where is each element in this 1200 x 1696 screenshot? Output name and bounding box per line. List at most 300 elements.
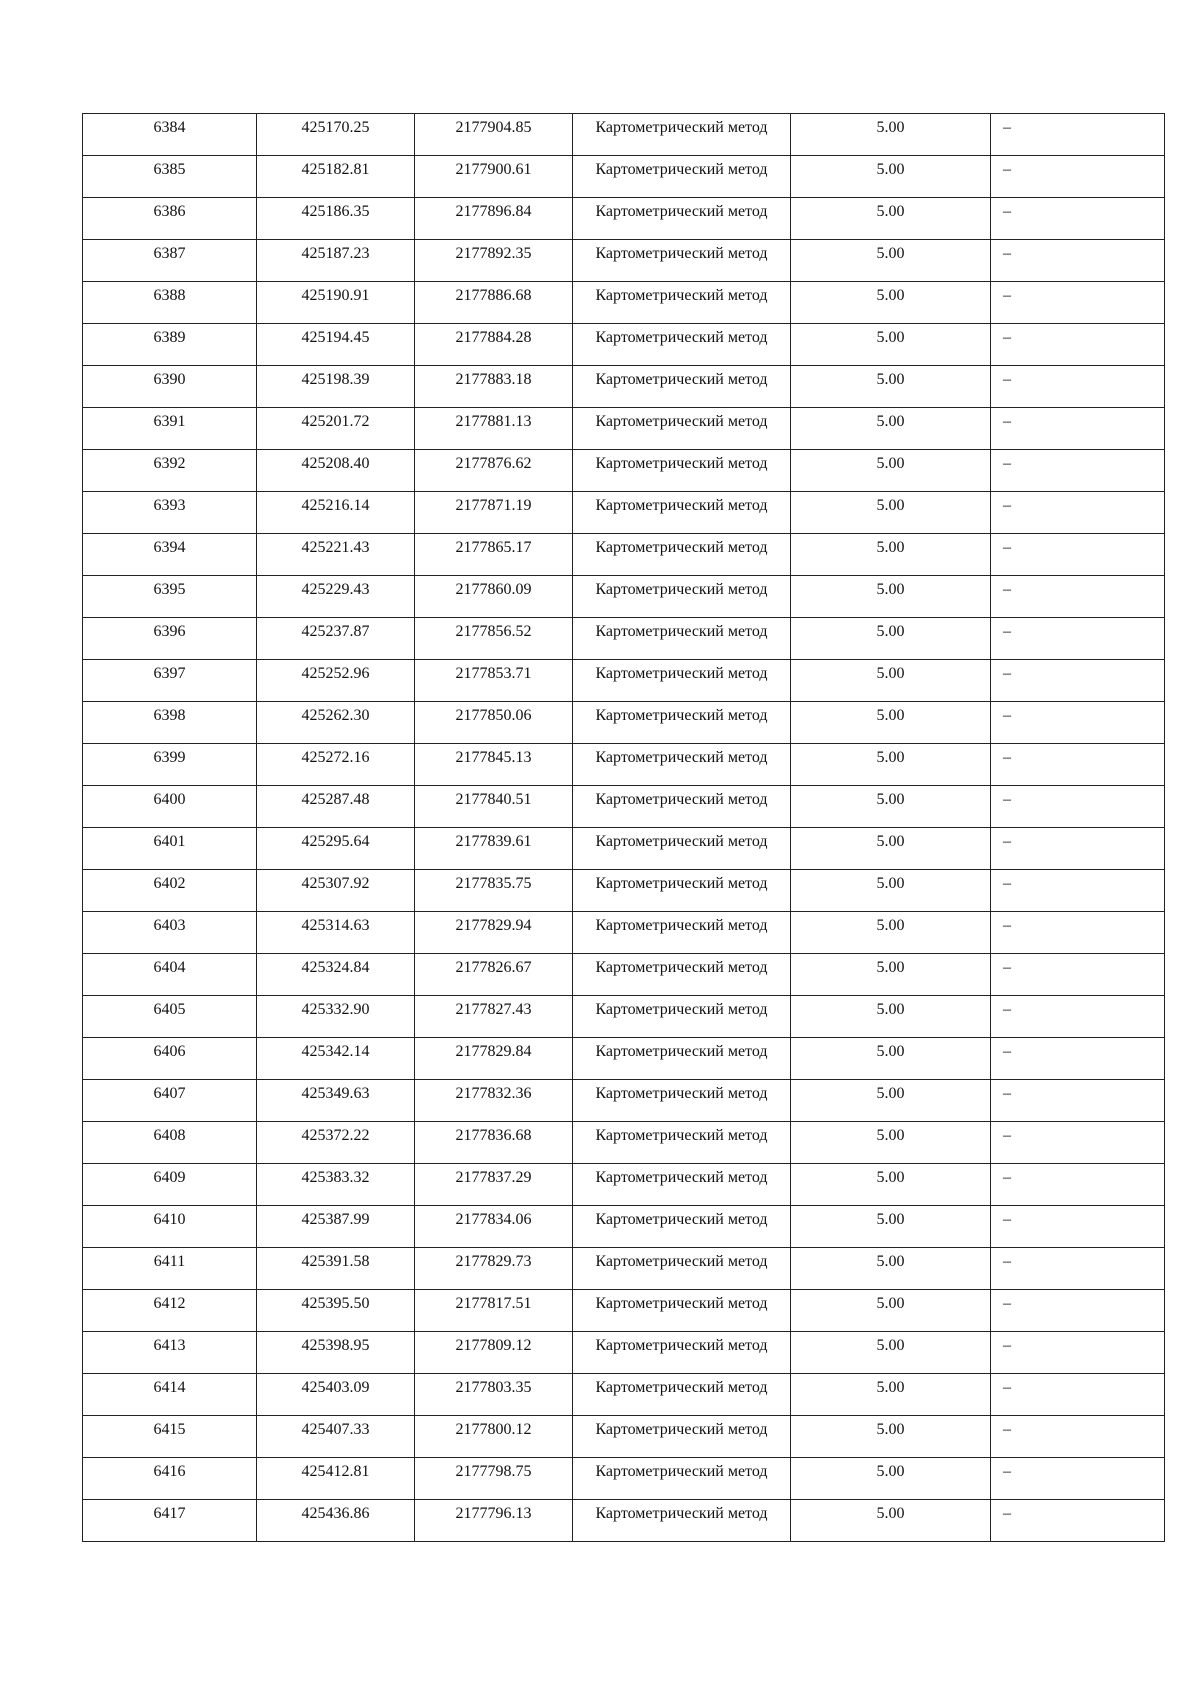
table-row [83, 1416, 1165, 1458]
y-coordinate-cell [415, 828, 573, 870]
note-cell-text: – [1003, 329, 1011, 346]
point-number-cell-text: 6409 [153, 1169, 186, 1186]
point-number-cell [83, 870, 257, 912]
point-number-cell-text: 6408 [153, 1127, 186, 1144]
point-number-cell [83, 1374, 257, 1416]
note-cell-text: – [1003, 1505, 1011, 1522]
precision-cell-text: 5.00 [876, 413, 905, 430]
x-coordinate-cell [257, 1122, 415, 1164]
y-coordinate-cell-text: 2177850.06 [455, 707, 532, 724]
precision-cell [791, 996, 991, 1038]
x-coordinate-cell [257, 1248, 415, 1290]
precision-cell-text: 5.00 [876, 329, 905, 346]
method-cell-text: Картометрический метод [595, 1505, 768, 1522]
point-number-cell-text: 6407 [153, 1085, 186, 1102]
x-coordinate-cell [257, 702, 415, 744]
point-number-cell-text: 6410 [153, 1211, 186, 1228]
point-number-cell-text: 6393 [153, 497, 186, 514]
x-coordinate-cell-text: 425272.16 [301, 749, 370, 766]
point-number-cell [83, 702, 257, 744]
x-coordinate-cell-text: 425383.32 [301, 1169, 370, 1186]
point-number-cell [83, 912, 257, 954]
note-cell-text: – [1003, 1043, 1011, 1060]
method-cell-text: Картометрический метод [595, 539, 768, 556]
note-cell-text: – [1003, 1169, 1011, 1186]
x-coordinate-cell-text: 425314.63 [301, 917, 370, 934]
note-cell-text: – [1003, 1127, 1011, 1144]
point-number-cell [83, 1500, 257, 1542]
table-row [83, 156, 1165, 198]
x-coordinate-cell [257, 744, 415, 786]
note-cell [991, 702, 1165, 744]
table-row [83, 1206, 1165, 1248]
method-cell-text: Картометрический метод [595, 1253, 768, 1270]
note-cell [991, 1164, 1165, 1206]
method-cell-text: Картометрический метод [595, 1085, 768, 1102]
method-cell-text: Картометрический метод [595, 749, 768, 766]
point-number-cell [83, 576, 257, 618]
method-cell-text: Картометрический метод [595, 497, 768, 514]
precision-cell-text: 5.00 [876, 203, 905, 220]
x-coordinate-cell-text: 425332.90 [301, 1001, 370, 1018]
note-cell [991, 1332, 1165, 1374]
precision-cell-text: 5.00 [876, 1421, 905, 1438]
table-row [83, 1458, 1165, 1500]
precision-cell [791, 1248, 991, 1290]
y-coordinate-cell [415, 618, 573, 660]
method-cell [573, 114, 791, 156]
y-coordinate-cell [415, 198, 573, 240]
y-coordinate-cell [415, 1500, 573, 1542]
precision-cell [791, 492, 991, 534]
note-cell [991, 114, 1165, 156]
y-coordinate-cell-text: 2177845.13 [455, 749, 532, 766]
coordinates-table [82, 113, 1165, 1542]
point-number-cell [83, 1458, 257, 1500]
y-coordinate-cell-text: 2177835.75 [455, 875, 532, 892]
note-cell [991, 954, 1165, 996]
table-row [83, 576, 1165, 618]
precision-cell-text: 5.00 [876, 539, 905, 556]
x-coordinate-cell [257, 660, 415, 702]
method-cell [573, 1500, 791, 1542]
table-row [83, 408, 1165, 450]
table-row [83, 702, 1165, 744]
point-number-cell [83, 156, 257, 198]
method-cell-text: Картометрический метод [595, 1295, 768, 1312]
x-coordinate-cell [257, 1416, 415, 1458]
point-number-cell [83, 828, 257, 870]
y-coordinate-cell-text: 2177904.85 [455, 119, 532, 136]
method-cell-text: Картометрический метод [595, 1421, 768, 1438]
precision-cell [791, 1122, 991, 1164]
y-coordinate-cell [415, 660, 573, 702]
x-coordinate-cell-text: 425403.09 [301, 1379, 370, 1396]
method-cell-text: Картометрический метод [595, 833, 768, 850]
x-coordinate-cell-text: 425201.72 [301, 413, 370, 430]
point-number-cell-text: 6400 [153, 791, 186, 808]
note-cell [991, 408, 1165, 450]
x-coordinate-cell-text: 425372.22 [301, 1127, 370, 1144]
method-cell-text: Картометрический метод [595, 1001, 768, 1018]
x-coordinate-cell-text: 425436.86 [301, 1505, 370, 1522]
precision-cell [791, 702, 991, 744]
x-coordinate-cell-text: 425237.87 [301, 623, 370, 640]
precision-cell [791, 156, 991, 198]
point-number-cell [83, 1206, 257, 1248]
point-number-cell [83, 660, 257, 702]
note-cell-text: – [1003, 833, 1011, 850]
note-cell-text: – [1003, 1379, 1011, 1396]
x-coordinate-cell-text: 425216.14 [301, 497, 370, 514]
table-row [83, 1122, 1165, 1164]
note-cell-text: – [1003, 1001, 1011, 1018]
precision-cell [791, 1038, 991, 1080]
point-number-cell-text: 6405 [153, 1001, 186, 1018]
precision-cell-text: 5.00 [876, 1127, 905, 1144]
table-row [83, 912, 1165, 954]
point-number-cell-text: 6417 [153, 1505, 186, 1522]
table-row [83, 786, 1165, 828]
note-cell [991, 1080, 1165, 1122]
y-coordinate-cell-text: 2177900.61 [455, 161, 532, 178]
x-coordinate-cell [257, 786, 415, 828]
x-coordinate-cell-text: 425170.25 [301, 119, 370, 136]
x-coordinate-cell [257, 1374, 415, 1416]
point-number-cell-text: 6401 [153, 833, 186, 850]
note-cell-text: – [1003, 1463, 1011, 1480]
note-cell [991, 912, 1165, 954]
table-row [83, 1332, 1165, 1374]
point-number-cell [83, 114, 257, 156]
note-cell [991, 282, 1165, 324]
method-cell [573, 366, 791, 408]
y-coordinate-cell [415, 870, 573, 912]
point-number-cell [83, 324, 257, 366]
y-coordinate-cell [415, 156, 573, 198]
table-row [83, 1248, 1165, 1290]
x-coordinate-cell [257, 1290, 415, 1332]
method-cell [573, 954, 791, 996]
note-cell [991, 156, 1165, 198]
x-coordinate-cell [257, 408, 415, 450]
method-cell [573, 408, 791, 450]
method-cell [573, 240, 791, 282]
point-number-cell-text: 6397 [153, 665, 186, 682]
method-cell [573, 786, 791, 828]
method-cell-text: Картометрический метод [595, 1127, 768, 1144]
method-cell [573, 870, 791, 912]
x-coordinate-cell [257, 1080, 415, 1122]
precision-cell [791, 912, 991, 954]
method-cell [573, 1248, 791, 1290]
note-cell [991, 366, 1165, 408]
x-coordinate-cell [257, 114, 415, 156]
x-coordinate-cell [257, 1332, 415, 1374]
method-cell-text: Картометрический метод [595, 917, 768, 934]
point-number-cell [83, 282, 257, 324]
point-number-cell-text: 6389 [153, 329, 186, 346]
table-row [83, 1164, 1165, 1206]
x-coordinate-cell [257, 450, 415, 492]
note-cell [991, 1290, 1165, 1332]
note-cell-text: – [1003, 497, 1011, 514]
y-coordinate-cell-text: 2177896.84 [455, 203, 532, 220]
x-coordinate-cell-text: 425229.43 [301, 581, 370, 598]
precision-cell [791, 828, 991, 870]
precision-cell-text: 5.00 [876, 1463, 905, 1480]
note-cell [991, 1458, 1165, 1500]
method-cell [573, 828, 791, 870]
precision-cell [791, 324, 991, 366]
note-cell-text: – [1003, 1085, 1011, 1102]
y-coordinate-cell-text: 2177796.13 [455, 1505, 532, 1522]
x-coordinate-cell-text: 425387.99 [301, 1211, 370, 1228]
point-number-cell-text: 6398 [153, 707, 186, 724]
x-coordinate-cell [257, 1038, 415, 1080]
precision-cell-text: 5.00 [876, 917, 905, 934]
y-coordinate-cell-text: 2177883.18 [455, 371, 532, 388]
x-coordinate-cell [257, 618, 415, 660]
point-number-cell-text: 6394 [153, 539, 186, 556]
x-coordinate-cell [257, 324, 415, 366]
method-cell-text: Картометрический метод [595, 161, 768, 178]
x-coordinate-cell [257, 1206, 415, 1248]
method-cell [573, 1080, 791, 1122]
note-cell-text: – [1003, 707, 1011, 724]
point-number-cell [83, 1248, 257, 1290]
precision-cell [791, 576, 991, 618]
precision-cell [791, 1416, 991, 1458]
x-coordinate-cell-text: 425395.50 [301, 1295, 370, 1312]
point-number-cell [83, 744, 257, 786]
point-number-cell [83, 786, 257, 828]
precision-cell [791, 618, 991, 660]
point-number-cell [83, 1416, 257, 1458]
point-number-cell-text: 6406 [153, 1043, 186, 1060]
point-number-cell-text: 6388 [153, 287, 186, 304]
method-cell-text: Картометрический метод [595, 1169, 768, 1186]
x-coordinate-cell [257, 1164, 415, 1206]
method-cell-text: Картометрический метод [595, 1043, 768, 1060]
precision-cell-text: 5.00 [876, 1043, 905, 1060]
x-coordinate-cell-text: 425221.43 [301, 539, 370, 556]
note-cell-text: – [1003, 917, 1011, 934]
method-cell [573, 1206, 791, 1248]
method-cell [573, 282, 791, 324]
y-coordinate-cell-text: 2177829.84 [455, 1043, 532, 1060]
table-row [83, 366, 1165, 408]
method-cell-text: Картометрический метод [595, 1379, 768, 1396]
x-coordinate-cell [257, 1500, 415, 1542]
point-number-cell [83, 492, 257, 534]
method-cell-text: Картометрический метод [595, 287, 768, 304]
note-cell-text: – [1003, 1421, 1011, 1438]
precision-cell [791, 450, 991, 492]
method-cell [573, 660, 791, 702]
method-cell [573, 1458, 791, 1500]
precision-cell [791, 954, 991, 996]
precision-cell-text: 5.00 [876, 1253, 905, 1270]
y-coordinate-cell-text: 2177837.29 [455, 1169, 532, 1186]
method-cell-text: Картометрический метод [595, 455, 768, 472]
method-cell-text: Картометрический метод [595, 665, 768, 682]
table-row [83, 492, 1165, 534]
y-coordinate-cell-text: 2177871.19 [455, 497, 532, 514]
method-cell-text: Картометрический метод [595, 371, 768, 388]
precision-cell [791, 534, 991, 576]
precision-cell-text: 5.00 [876, 1085, 905, 1102]
y-coordinate-cell [415, 1038, 573, 1080]
x-coordinate-cell-text: 425307.92 [301, 875, 370, 892]
x-coordinate-cell-text: 425190.91 [301, 287, 370, 304]
note-cell [991, 1500, 1165, 1542]
method-cell [573, 702, 791, 744]
point-number-cell-text: 6402 [153, 875, 186, 892]
y-coordinate-cell-text: 2177881.13 [455, 413, 532, 430]
x-coordinate-cell [257, 198, 415, 240]
note-cell-text: – [1003, 623, 1011, 640]
note-cell [991, 450, 1165, 492]
precision-cell [791, 366, 991, 408]
y-coordinate-cell-text: 2177886.68 [455, 287, 532, 304]
precision-cell-text: 5.00 [876, 497, 905, 514]
note-cell [991, 1374, 1165, 1416]
y-coordinate-cell-text: 2177839.61 [455, 833, 532, 850]
point-number-cell [83, 954, 257, 996]
point-number-cell-text: 6385 [153, 161, 186, 178]
precision-cell-text: 5.00 [876, 287, 905, 304]
precision-cell-text: 5.00 [876, 749, 905, 766]
point-number-cell [83, 996, 257, 1038]
table-row [83, 828, 1165, 870]
y-coordinate-cell [415, 324, 573, 366]
note-cell-text: – [1003, 413, 1011, 430]
y-coordinate-cell-text: 2177803.35 [455, 1379, 532, 1396]
y-coordinate-cell [415, 114, 573, 156]
note-cell-text: – [1003, 1295, 1011, 1312]
point-number-cell [83, 1122, 257, 1164]
y-coordinate-cell-text: 2177840.51 [455, 791, 532, 808]
method-cell [573, 996, 791, 1038]
note-cell-text: – [1003, 371, 1011, 388]
y-coordinate-cell-text: 2177817.51 [455, 1295, 532, 1312]
precision-cell [791, 1164, 991, 1206]
method-cell [573, 450, 791, 492]
y-coordinate-cell-text: 2177876.62 [455, 455, 532, 472]
table-row [83, 1374, 1165, 1416]
point-number-cell-text: 6415 [153, 1421, 186, 1438]
precision-cell [791, 1500, 991, 1542]
note-cell [991, 660, 1165, 702]
precision-cell [791, 786, 991, 828]
method-cell [573, 198, 791, 240]
x-coordinate-cell-text: 425391.58 [301, 1253, 370, 1270]
x-coordinate-cell-text: 425194.45 [301, 329, 370, 346]
precision-cell-text: 5.00 [876, 623, 905, 640]
x-coordinate-cell [257, 240, 415, 282]
method-cell-text: Картометрический метод [595, 203, 768, 220]
y-coordinate-cell-text: 2177836.68 [455, 1127, 532, 1144]
method-cell-text: Картометрический метод [595, 329, 768, 346]
point-number-cell [83, 408, 257, 450]
note-cell-text: – [1003, 1337, 1011, 1354]
precision-cell [791, 660, 991, 702]
note-cell-text: – [1003, 1211, 1011, 1228]
precision-cell [791, 744, 991, 786]
point-number-cell [83, 366, 257, 408]
note-cell-text: – [1003, 959, 1011, 976]
y-coordinate-cell [415, 1164, 573, 1206]
y-coordinate-cell [415, 1416, 573, 1458]
point-number-cell-text: 6386 [153, 203, 186, 220]
precision-cell [791, 1458, 991, 1500]
y-coordinate-cell [415, 1458, 573, 1500]
x-coordinate-cell-text: 425398.95 [301, 1337, 370, 1354]
note-cell [991, 1038, 1165, 1080]
point-number-cell-text: 6391 [153, 413, 186, 430]
point-number-cell-text: 6395 [153, 581, 186, 598]
x-coordinate-cell [257, 366, 415, 408]
method-cell-text: Картометрический метод [595, 1337, 768, 1354]
x-coordinate-cell-text: 425262.30 [301, 707, 370, 724]
method-cell-text: Картометрический метод [595, 119, 768, 136]
method-cell [573, 1038, 791, 1080]
x-coordinate-cell [257, 996, 415, 1038]
note-cell [991, 1248, 1165, 1290]
point-number-cell-text: 6412 [153, 1295, 186, 1312]
precision-cell-text: 5.00 [876, 455, 905, 472]
y-coordinate-cell [415, 1374, 573, 1416]
table-row [83, 996, 1165, 1038]
table-row [83, 282, 1165, 324]
x-coordinate-cell-text: 425349.63 [301, 1085, 370, 1102]
point-number-cell [83, 618, 257, 660]
y-coordinate-cell [415, 450, 573, 492]
point-number-cell-text: 6413 [153, 1337, 186, 1354]
note-cell-text: – [1003, 749, 1011, 766]
y-coordinate-cell-text: 2177832.36 [455, 1085, 532, 1102]
x-coordinate-cell [257, 828, 415, 870]
y-coordinate-cell [415, 408, 573, 450]
x-coordinate-cell-text: 425252.96 [301, 665, 370, 682]
y-coordinate-cell-text: 2177829.94 [455, 917, 532, 934]
y-coordinate-cell [415, 786, 573, 828]
y-coordinate-cell [415, 1122, 573, 1164]
note-cell-text: – [1003, 1253, 1011, 1270]
y-coordinate-cell-text: 2177892.35 [455, 245, 532, 262]
point-number-cell [83, 1080, 257, 1122]
method-cell-text: Картометрический метод [595, 581, 768, 598]
point-number-cell [83, 1164, 257, 1206]
precision-cell [791, 1290, 991, 1332]
method-cell-text: Картометрический метод [595, 791, 768, 808]
y-coordinate-cell-text: 2177826.67 [455, 959, 532, 976]
x-coordinate-cell-text: 425186.35 [301, 203, 370, 220]
precision-cell [791, 240, 991, 282]
note-cell-text: – [1003, 539, 1011, 556]
precision-cell-text: 5.00 [876, 1337, 905, 1354]
point-number-cell-text: 6384 [153, 119, 186, 136]
point-number-cell [83, 1332, 257, 1374]
method-cell [573, 534, 791, 576]
point-number-cell-text: 6387 [153, 245, 186, 262]
note-cell [991, 324, 1165, 366]
precision-cell [791, 114, 991, 156]
precision-cell [791, 408, 991, 450]
table-row [83, 534, 1165, 576]
precision-cell [791, 870, 991, 912]
